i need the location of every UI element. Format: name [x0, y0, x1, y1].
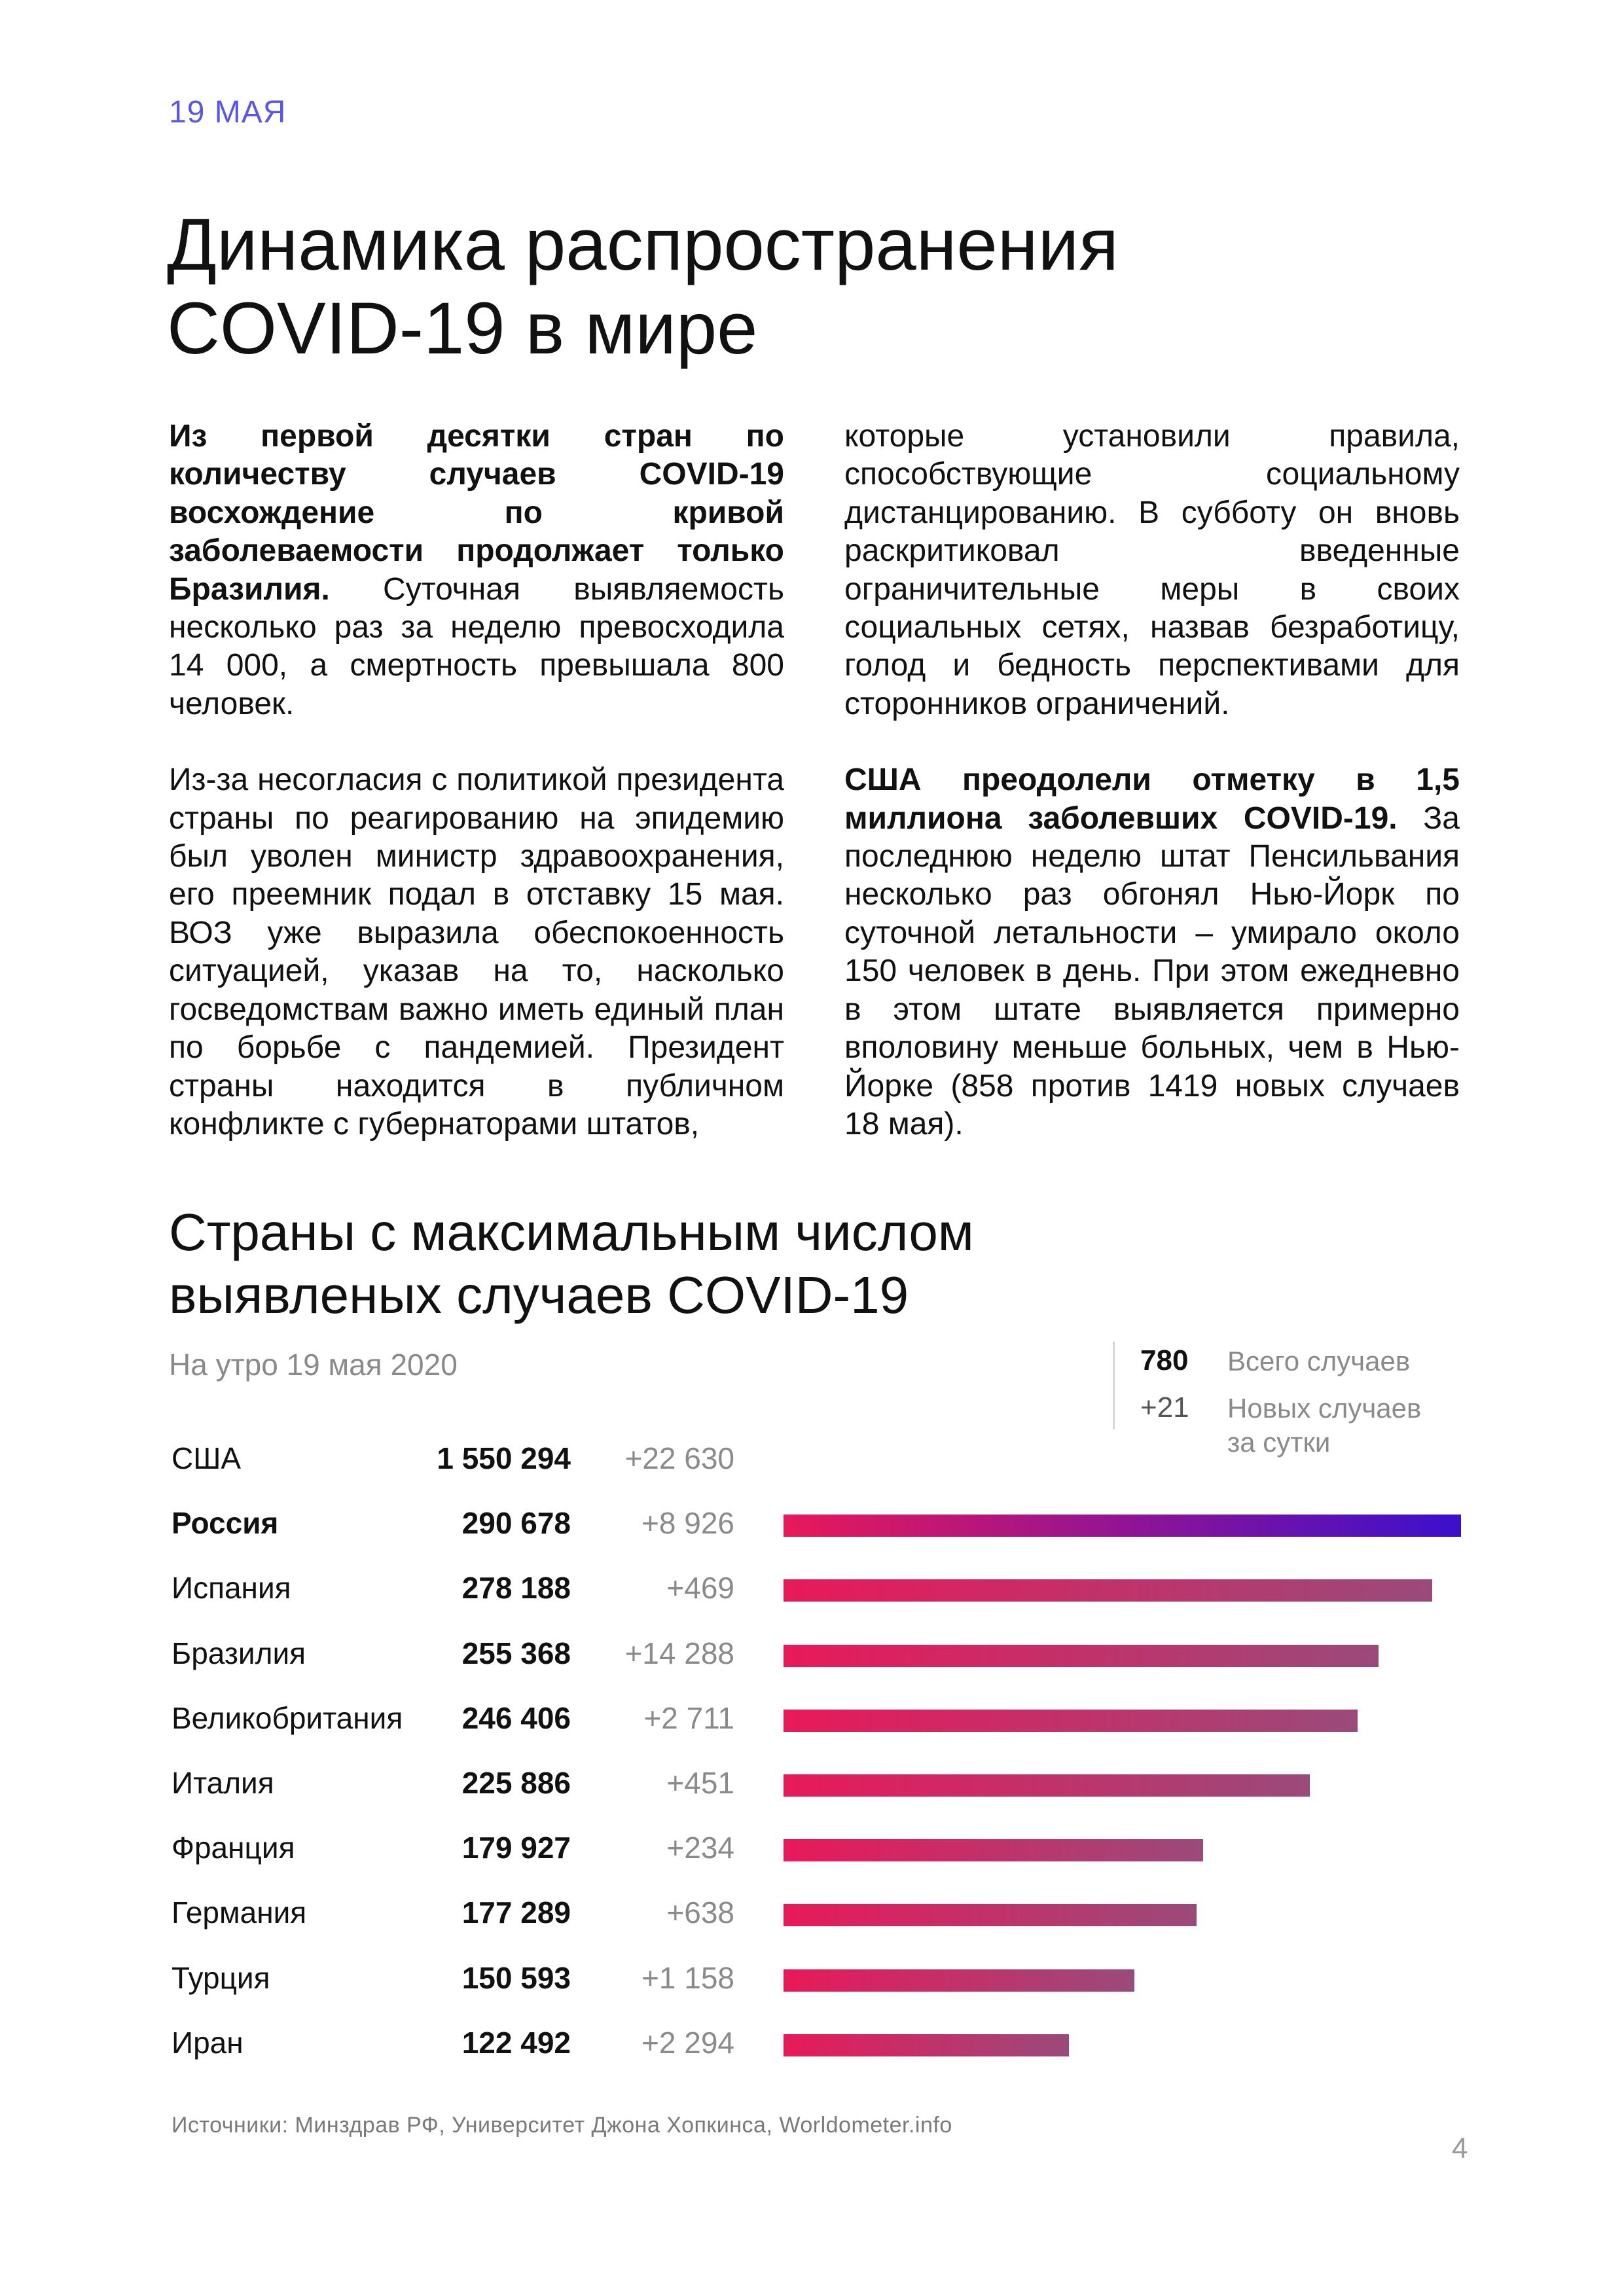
- date-label: 19 МАЯ: [169, 95, 287, 130]
- country-name: Франция: [171, 1831, 295, 1865]
- legend-total-label: Всего случаев: [1227, 1346, 1411, 1376]
- paragraph-brazil: [169, 418, 784, 723]
- table-row: [0, 2023, 1624, 2062]
- new-cases: +22 630: [624, 1441, 734, 1475]
- bar: [784, 1515, 1461, 1537]
- total-cases: 177 289: [461, 1895, 571, 1930]
- legend-divider: [1113, 1342, 1115, 1429]
- table-row: [0, 1634, 1624, 1673]
- new-cases: +451: [666, 1766, 734, 1800]
- text-column-right: [844, 418, 1460, 1181]
- bar: [784, 1645, 1379, 1667]
- paragraph-president: Из-за несогласия с политикой президента страны по реагированию на эпидемию был уволен министр здравоохранения, его преемник подал в отставку 15 мая. ВОЗ уже выразила обеспокоенность ситуацией, указав на то, насколько госведомствам важно иметь единый план по борьбе с пандемией. Президент страны находится в публичном конфликте с губернаторами штатов,: [169, 762, 784, 1141]
- new-cases: +234: [666, 1831, 734, 1865]
- chart-title-line-1: Страны с максимальным числом: [169, 1203, 974, 1261]
- table-row: [0, 1893, 1624, 1932]
- new-cases: +469: [666, 1571, 734, 1605]
- chart-subtitle: На утро 19 мая 2020: [169, 1348, 458, 1382]
- country-name: Великобритания: [171, 1700, 403, 1735]
- paragraph-lead: США преодолели отметку в 1,5 миллиона заболевших COVID-19.: [844, 762, 1460, 836]
- legend-new-label: Новых случаев за сутки: [1227, 1393, 1422, 1458]
- table-row: [0, 1828, 1624, 1867]
- bar: [784, 2034, 1069, 2056]
- new-cases: +638: [666, 1895, 734, 1930]
- new-cases: +14 288: [624, 1636, 734, 1670]
- chart-title: [169, 1201, 1282, 1327]
- table-row: [0, 1503, 1624, 1543]
- total-cases: 179 927: [461, 1831, 571, 1865]
- total-cases: 150 593: [461, 1960, 571, 1995]
- total-cases: 1 550 294: [437, 1441, 571, 1475]
- bar: [784, 1710, 1358, 1732]
- paragraph-usa: [844, 761, 1460, 1143]
- country-name: Турция: [171, 1960, 270, 1995]
- country-name: Испания: [171, 1571, 291, 1605]
- bar: [784, 1774, 1310, 1797]
- new-cases: +1 158: [641, 1960, 734, 1995]
- table-row: [0, 1698, 1624, 1738]
- sources-note: Источники: Минздрав РФ, Университет Джона Хопкинса, Worldometer.info: [171, 2113, 952, 2138]
- country-name: США: [171, 1441, 242, 1475]
- legend-total-value: 780: [1140, 1344, 1189, 1376]
- paragraph-restrictions: которые установили правила, способствующие социальному дистанцированию. В субботу он вновь раскритиковал введенные ограничительные меры в своих социальных сетях, назвав безработицу, голод и бедность перспективами для сторонников ограничений.: [844, 419, 1460, 721]
- total-cases: 122 492: [461, 2025, 571, 2060]
- page-title: [167, 203, 1280, 370]
- bar: [784, 1839, 1203, 1861]
- new-cases: +8 926: [641, 1506, 734, 1541]
- bar: [784, 1904, 1197, 1926]
- page-title-line-2: COVID-19 в мире: [167, 287, 758, 369]
- chart-title-line-2: выявленых случаев COVID-19: [169, 1266, 909, 1324]
- country-name: Россия: [171, 1506, 279, 1541]
- text-column-left: [169, 418, 784, 1181]
- bar: [784, 1579, 1432, 1602]
- paragraph-body: За последнюю неделю штат Пенсильвания несколько раз обгонял Нью-Йорк по суточной летальности – умирало около 150 человек в день. При этом ежедневно в этом штате выявляется примерно вполовину меньше больных, чем в Нью-Йорке (858 против 1419 новых случаев 18 мая).: [844, 800, 1460, 1141]
- new-cases: +2 294: [641, 2025, 734, 2060]
- page-number: 4: [1452, 2132, 1468, 2164]
- country-name: Бразилия: [171, 1636, 306, 1670]
- legend-new-value: +21: [1140, 1391, 1189, 1424]
- bar: [784, 1969, 1134, 1992]
- total-cases: 246 406: [461, 1700, 571, 1735]
- total-cases: 278 188: [461, 1571, 571, 1605]
- paragraph-lead: Из первой десятки стран по количеству случаев COVID-19 восхождение по кривой заболеваемости продолжает только Бразилия.: [169, 419, 784, 607]
- new-cases: +2 711: [643, 1700, 734, 1735]
- paragraph-body: Суточная выявляемость несколько раз за неделю превосходила 14 000, а смертность превышала 800 человек.: [169, 571, 784, 721]
- table-row: [0, 1439, 1624, 1478]
- table-row: [0, 1763, 1624, 1803]
- table-row: [0, 1568, 1624, 1607]
- country-name: Германия: [171, 1895, 307, 1930]
- total-cases: 290 678: [461, 1506, 571, 1541]
- total-cases: 225 886: [461, 1766, 571, 1800]
- table-row: [0, 1958, 1624, 1998]
- total-cases: 255 368: [461, 1636, 571, 1670]
- page-title-line-1: Динамика распространения: [167, 204, 1119, 285]
- country-name: Италия: [171, 1766, 274, 1800]
- country-name: Иран: [171, 2025, 244, 2060]
